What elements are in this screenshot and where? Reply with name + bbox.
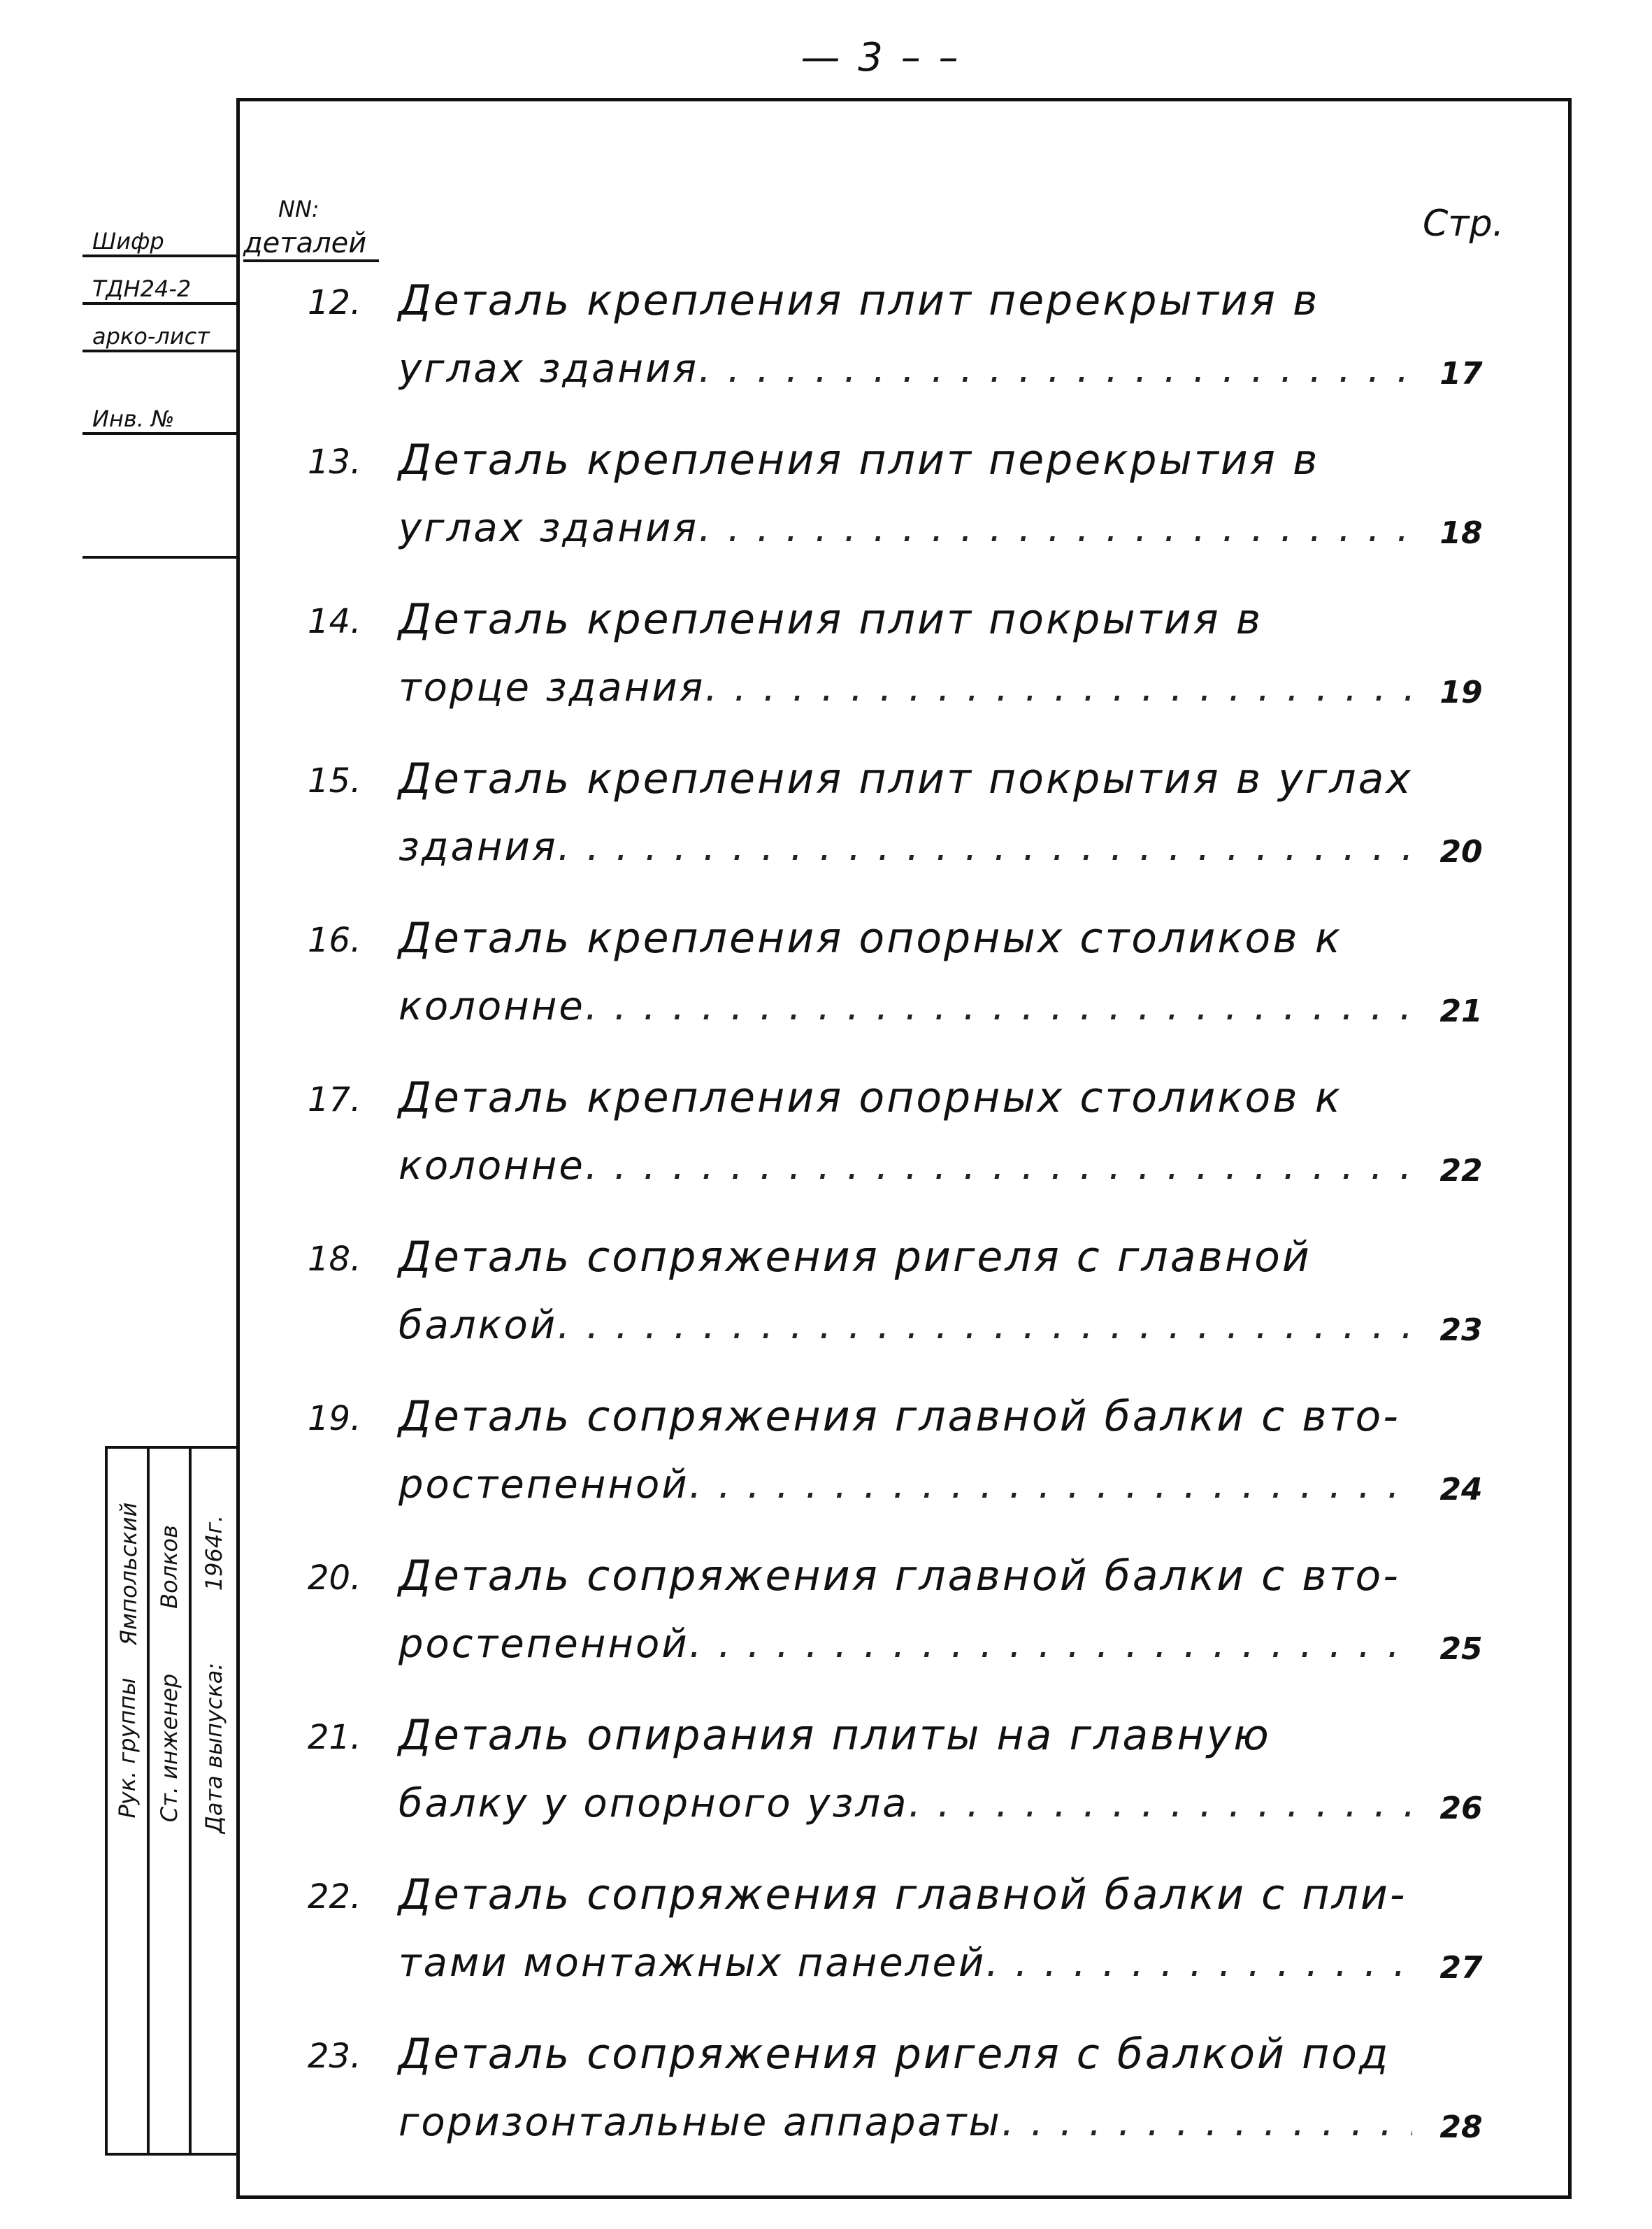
entry-title-continued — [398, 824, 1412, 870]
entry-title-line2: ростепенной — [398, 1462, 689, 1507]
entry-page: 25 — [1439, 1631, 1483, 1667]
entry-title-continued — [398, 1303, 1412, 1348]
entry-number: 22. — [308, 1877, 361, 1916]
entry-title-line2: тами монтажных панелей — [398, 1940, 986, 1986]
entry-title: Деталь крепления плит покрытия в углах — [398, 754, 1413, 803]
list-item — [280, 1066, 1496, 1226]
entry-title-continued — [398, 665, 1412, 710]
entry-title-line2: углах здания — [398, 506, 699, 551]
contents-list — [280, 269, 1496, 2182]
entry-title-continued — [398, 1940, 1412, 1986]
dot-leader — [698, 346, 1412, 392]
entry-number: 15. — [308, 761, 361, 801]
entry-title-continued — [398, 506, 1412, 551]
header-page-label: Стр. — [1423, 203, 1504, 245]
dot-leader — [908, 1781, 1412, 1826]
entry-title-continued — [398, 2100, 1412, 2145]
entry-title-line2: балкой — [398, 1303, 558, 1348]
entry-page: 21 — [1439, 994, 1483, 1029]
cipher-value: ТДН24-2 — [82, 257, 236, 305]
list-item — [280, 1226, 1496, 1385]
title-block-stamp — [105, 1446, 236, 2156]
entry-title-line2: горизонтальные аппараты — [398, 2100, 1002, 2145]
entry-number: 13. — [308, 443, 361, 482]
sheet-info-block — [82, 210, 236, 435]
name-volkov: Волков — [156, 1525, 182, 1609]
entry-title-line2: здания — [398, 824, 558, 870]
entry-number: 20. — [308, 1558, 361, 1598]
entry-title-continued — [398, 1621, 1412, 1667]
entry-page: 17 — [1439, 356, 1483, 392]
dot-leader — [689, 1462, 1412, 1507]
page-number: — 3 – – — [800, 35, 961, 80]
role-head-of-group: Рук. группы — [114, 1677, 141, 1819]
entry-title-continued — [398, 1781, 1412, 1826]
entry-number: 12. — [308, 283, 361, 322]
dot-leader — [698, 506, 1412, 551]
dot-leader — [558, 824, 1412, 870]
entry-title-line2: ростепенной — [398, 1621, 689, 1667]
entry-page: 23 — [1439, 1312, 1483, 1348]
entry-title: Деталь крепления плит покрытия в — [398, 595, 1263, 644]
entry-title-continued — [398, 984, 1412, 1029]
stamp-column-dates — [192, 1449, 236, 2153]
stamp-column-middle — [150, 1449, 192, 2153]
divider — [82, 556, 236, 559]
dot-leader — [585, 984, 1412, 1029]
stamp-cell — [201, 1662, 385, 1834]
entry-number: 19. — [308, 1399, 361, 1438]
entry-title: Деталь сопряжения главной балки с вто- — [398, 1551, 1400, 1600]
entry-page: 28 — [1439, 2109, 1483, 2145]
entry-number: 18. — [308, 1240, 361, 1279]
list-item — [280, 1863, 1496, 2023]
entry-title-line2: торце здания — [398, 665, 705, 710]
entry-title: Деталь крепления плит перекрытия в — [398, 436, 1320, 485]
entry-page: 27 — [1439, 1950, 1483, 1986]
entry-title-line2: колонне — [398, 1143, 585, 1189]
list-item — [280, 588, 1496, 747]
cipher-label: Шифр — [82, 210, 236, 257]
entry-page: 20 — [1439, 834, 1483, 870]
dot-leader — [689, 1621, 1412, 1667]
release-year: 1964г. — [201, 1514, 227, 1591]
entry-title-continued — [398, 1462, 1412, 1507]
list-item — [280, 429, 1496, 588]
entry-number: 21. — [308, 1718, 361, 1757]
entry-number: 14. — [308, 602, 361, 641]
entry-number: 17. — [308, 1080, 361, 1119]
entry-title: Деталь опирания плиты на главную — [398, 1711, 1271, 1760]
entry-title-line2: углах здания — [398, 346, 699, 392]
list-item — [280, 747, 1496, 907]
release-date-label: Дата выпуска: — [201, 1662, 227, 1834]
list-item — [280, 1704, 1496, 1863]
entry-title: Деталь крепления плит перекрытия в — [398, 276, 1320, 325]
header-details-label: деталей — [243, 227, 379, 262]
sheet-label: арко-лист — [82, 305, 236, 352]
entry-number: 23. — [308, 2037, 361, 2076]
entry-title-line2: колонне — [398, 984, 585, 1029]
entry-title-continued — [398, 346, 1412, 392]
entry-title: Деталь сопряжения ригеля с главной — [398, 1233, 1312, 1282]
entry-page: 24 — [1439, 1472, 1483, 1507]
header-nn-label: NN: — [278, 196, 319, 222]
dot-leader — [1002, 2100, 1412, 2145]
entry-title: Деталь сопряжения главной балки с пли- — [398, 1870, 1407, 1919]
dot-leader — [705, 665, 1412, 710]
dot-leader — [557, 1303, 1412, 1348]
entry-title-continued — [398, 1143, 1412, 1189]
role-senior-engineer: Ст. инженер — [156, 1673, 182, 1823]
list-item — [280, 1385, 1496, 1544]
dot-leader — [986, 1940, 1412, 1986]
list-item — [280, 1544, 1496, 1704]
entry-page: 18 — [1439, 515, 1483, 551]
entry-number: 16. — [308, 921, 361, 960]
list-item — [280, 907, 1496, 1066]
dot-leader — [585, 1143, 1412, 1189]
entry-page: 26 — [1439, 1791, 1483, 1826]
name-yampolsky: Ямпольский — [115, 1502, 142, 1646]
list-item — [280, 2023, 1496, 2182]
entry-title: Деталь сопряжения ригеля с балкой под — [398, 2030, 1391, 2079]
entry-title: Деталь крепления опорных столиков к — [398, 1073, 1342, 1122]
entry-title: Деталь крепления опорных столиков к — [398, 914, 1342, 963]
entry-page: 19 — [1439, 675, 1483, 710]
entry-title: Деталь сопряжения главной балки с вто- — [398, 1392, 1400, 1441]
list-item — [280, 269, 1496, 429]
entry-title-line2: балку у опорного узла — [398, 1781, 909, 1826]
entry-page: 22 — [1439, 1153, 1483, 1189]
inventory-label: Инв. № — [82, 387, 236, 435]
